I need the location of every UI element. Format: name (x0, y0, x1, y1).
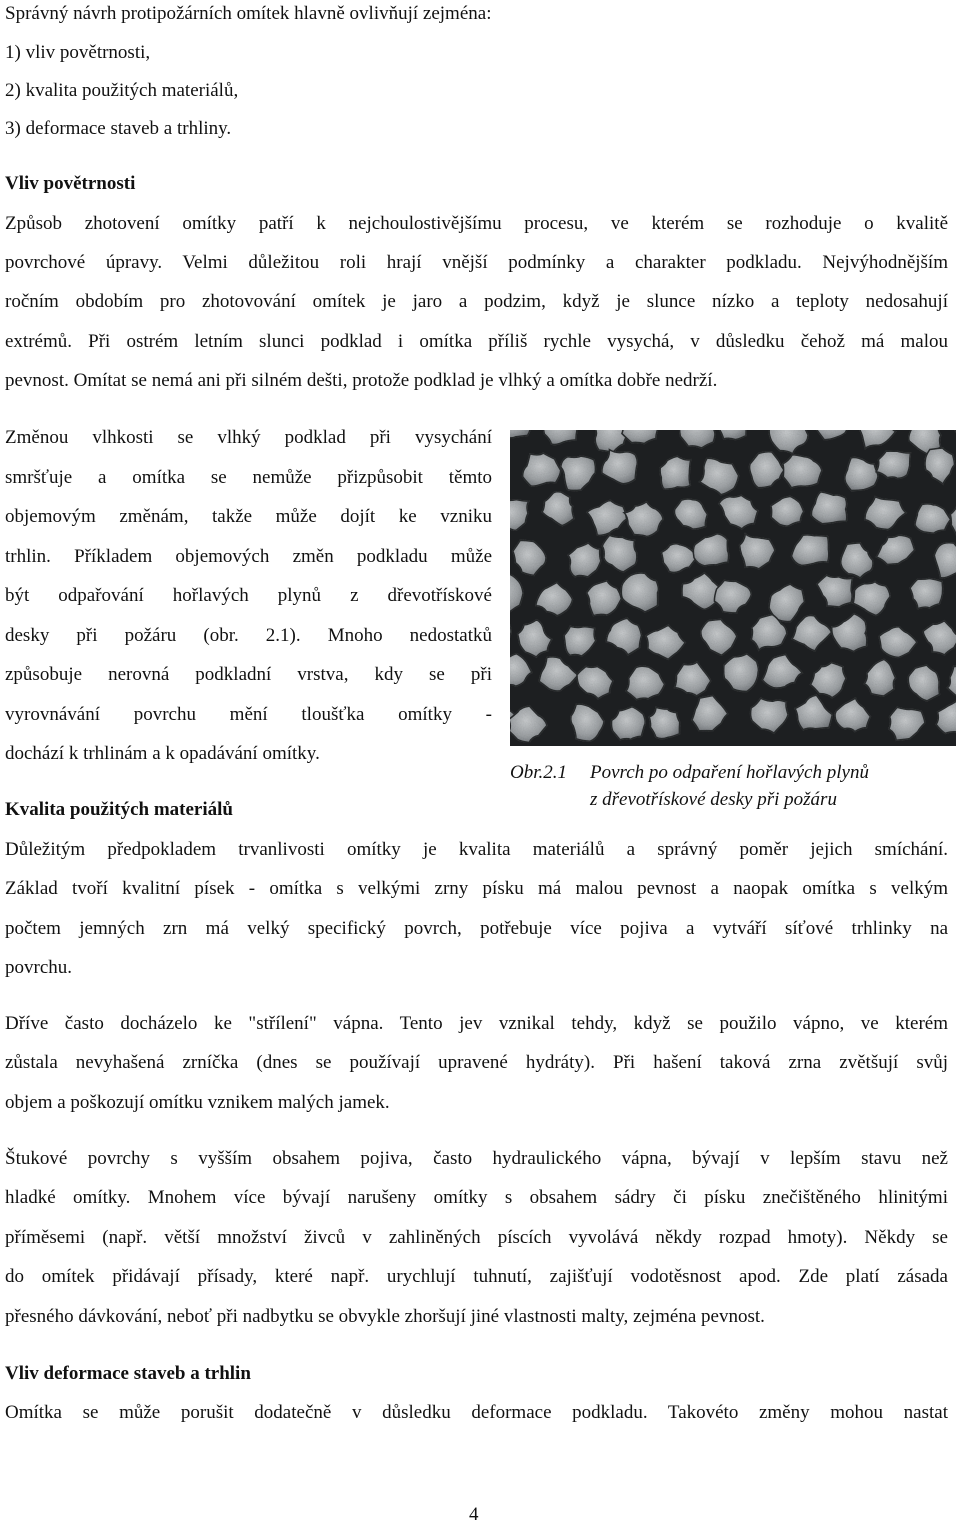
section-heading: Vliv deformace staveb a trhlin (5, 1363, 251, 1384)
paragraph-line: desky při požáru (obr. 2.1). Mnoho nedostatků (5, 625, 492, 646)
paragraph-line: Dříve často docházelo ke "střílení" vápna. Tento jev vznikal tehdy, když se použilo vápno, ve kterém (5, 1013, 948, 1034)
intro-item: 2) kvalita použitých materiálů, (5, 80, 239, 101)
paragraph-line: extrémů. Při ostrém letním slunci podklad i omítka příliš rychle vysychá, v důsledku čehož má malou (5, 331, 948, 352)
paragraph-line: Omítka se může porušit dodatečně v důsledku deformace podkladu. Takovéto změny mohou nastat (5, 1402, 948, 1423)
figure-caption-label: Obr.2.1 (510, 762, 568, 783)
paragraph-line: Způsob zhotovení omítky patří k nejchoulostivějšímu procesu, ve kterém se rozhoduje o kvalitě (5, 213, 948, 234)
figure-caption: Povrch po odpaření hořlavých plynů (590, 762, 869, 783)
paragraph-line: hladké omítky. Mnohem více bývají narušeny omítky s obsahem sádry či písku znečištěného hlinitými (5, 1187, 948, 1208)
paragraph-line: Štukové povrchy s vyšším obsahem pojiva, často hydraulického vápna, bývají v lepším stavu než (5, 1148, 948, 1169)
section-heading: Kvalita použitých materiálů (5, 799, 233, 820)
paragraph-line: objemovým změnám, takže může dojít ke vzniku (5, 506, 492, 527)
intro-item: 3) deformace staveb a trhliny. (5, 118, 232, 139)
paragraph-line: vyrovnávání povrchu mění tloušťka omítky - (5, 704, 492, 725)
paragraph-line: způsobuje nerovná podkladní vrstva, kdy se při (5, 664, 492, 685)
paragraph-line: pevnost. Omítat se nemá ani při silném dešti, protože podklad je vlhký a omítka dobře nedrží. (5, 370, 718, 391)
figure-caption: z dřevotřískové desky při požáru (590, 789, 837, 810)
paragraph-line: být odpařování hořlavých plynů z dřevotřískové (5, 585, 492, 606)
intro-lead: Správný návrh protipožárních omítek hlavně ovlivňují zejména: (5, 3, 492, 24)
paragraph-line: Důležitým předpokladem trvanlivosti omítky je kvalita materiálů a správný poměr jejich smíchání. (5, 839, 948, 860)
paragraph-line: trhlin. Příkladem objemových změn podkladu může (5, 546, 492, 567)
paragraph-line: povrchu. (5, 957, 73, 978)
paragraph-line: zůstala nevyhašená zrníčka (dnes se používají upravené hydráty). Při hašení taková zrna zvětšují svůj (5, 1052, 948, 1073)
paragraph-line: příměsemi (např. větší množství živců v zahliněných píscích vyvolává někdy rozpad hmoty). Někdy se (5, 1227, 948, 1248)
paragraph-line: přesného dávkování, neboť při nadbytku se obvykle zhoršují jiné vlastnosti malty, zejména pevnost. (5, 1306, 765, 1327)
paragraph-line: objem a poškozují omítku vznikem malých jamek. (5, 1092, 390, 1113)
paragraph-line: Změnou vlhkosti se vlhký podklad při vysychání (5, 427, 492, 448)
paragraph-line: dochází k trhlinám a k opadávání omítky. (5, 743, 320, 764)
paragraph-line: povrchové úpravy. Velmi důležitou roli hrají vnější podmínky a charakter podkladu. Nejvýhodnějším (5, 252, 948, 273)
paragraph-line: do omítek přidávají přísady, které např. urychlují tuhnutí, zajišťují vodotěsnost apod. Zde platí zásada (5, 1266, 948, 1287)
section-heading: Vliv povětrnosti (5, 173, 136, 194)
paragraph-line: smršťuje a omítka se nemůže přizpůsobit těmto (5, 467, 492, 488)
paragraph-line: ročním obdobím pro zhotovování omítek je jaro a podzim, když je slunce nízko a teploty nedosahují (5, 291, 948, 312)
paragraph-line: Základ tvoří kvalitní písek - omítka s velkými zrny písku má malou pevnost a naopak omítka s velkým (5, 878, 948, 899)
page-number: 4 (469, 1504, 479, 1525)
cracked-surface-photo (510, 430, 956, 746)
paragraph-line: počtem jemných zrn má velký specifický povrch, potřebuje více pojiva a vytváří síťové trhlinky na (5, 918, 948, 939)
plaster-tile (811, 492, 846, 524)
intro-item: 1) vliv povětrnosti, (5, 42, 151, 63)
